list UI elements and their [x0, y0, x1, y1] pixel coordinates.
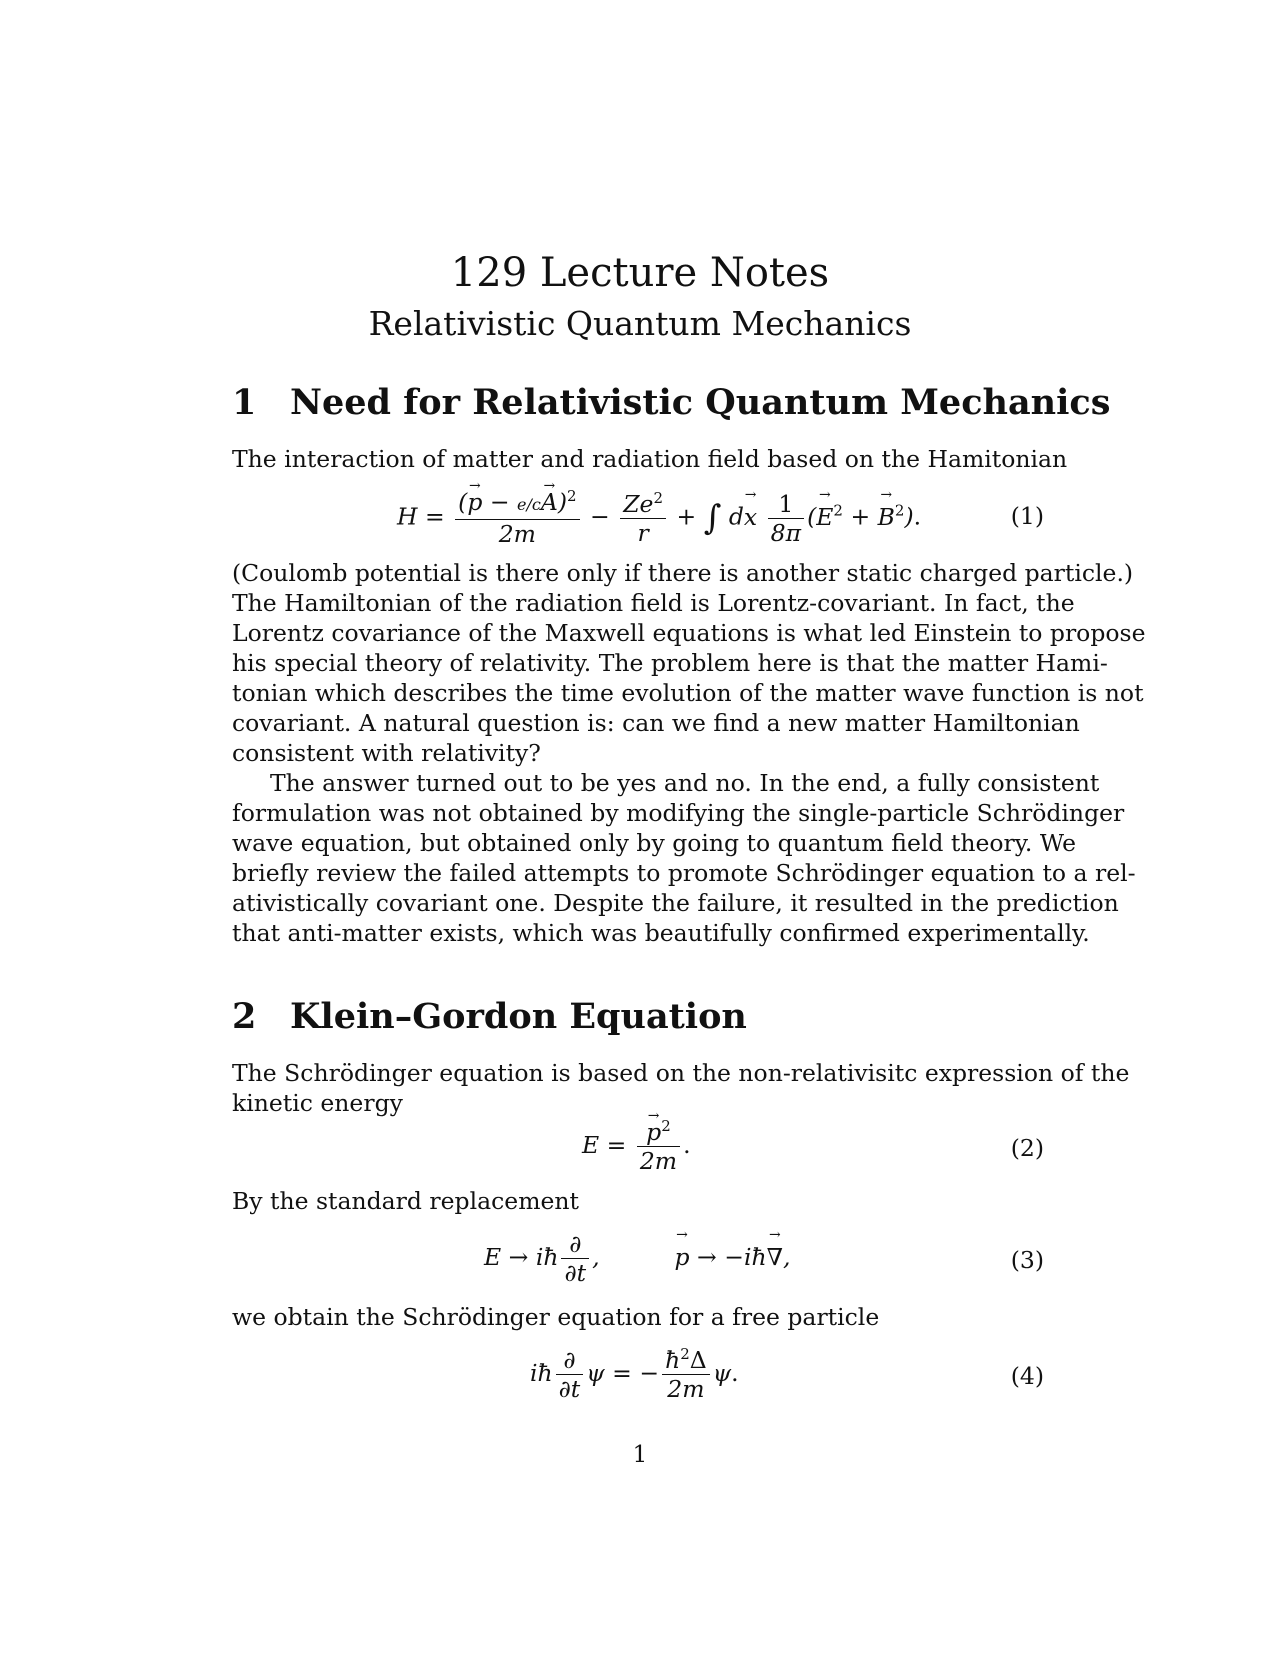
section-2-number: 2 — [232, 996, 257, 1037]
equation-4-number: (4) — [1010, 1362, 1044, 1390]
section-1-heading — [232, 382, 1110, 423]
paragraph-line: briefly review the failed attempts to promote Schrödinger equation to a rel- — [232, 859, 1136, 887]
paragraph-line: we obtain the Schrödinger equation for a free particle — [232, 1303, 880, 1331]
paragraph-line: kinetic energy — [232, 1089, 403, 1117]
paragraph-line: covariant. A natural question is: can we find a new matter Hamiltonian — [232, 709, 1080, 737]
equation-2 — [232, 1118, 1044, 1182]
equation-1 — [232, 488, 1044, 560]
replacement-text — [232, 1186, 1044, 1216]
page-number: 1 — [632, 1442, 648, 1468]
equation-4 — [232, 1346, 1044, 1410]
equation-3-body: E → iħ $\frac{\partial}{\partial t}$ , p → → −iħ∇ →, — [484, 1230, 791, 1287]
section-2-title: Klein–Gordon Equation — [290, 996, 747, 1037]
section-1-title: Need for Relativistic Quantum Mechanics — [290, 382, 1111, 423]
paragraph-line: consistent with relativity? — [232, 739, 541, 767]
paragraph-line: that anti-matter exists, which was beautifully confirmed experimentally. — [232, 919, 1090, 947]
paragraph-line: The answer turned out to be yes and no. In the end, a fully consistent — [270, 769, 1100, 797]
paragraph-line: wave equation, but obtained only by going to quantum field theory. We — [232, 829, 1076, 857]
section-1-number: 1 — [232, 382, 257, 423]
paragraph-line: formulation was not obtained by modifying the single-particle Schrödinger — [232, 799, 1125, 827]
paragraph-line: ativistically covariant one. Despite the failure, it resulted in the prediction — [232, 889, 1119, 917]
document-subtitle: Relativistic Quantum Mechanics — [368, 304, 912, 343]
section-1-paragraph-2 — [232, 768, 1136, 948]
paragraph-line: The Schrödinger equation is based on the non-relativisitc expression of the — [232, 1059, 1130, 1087]
section-2-heading — [232, 996, 747, 1037]
equation-3 — [232, 1230, 1044, 1294]
paragraph-line: By the standard replacement — [232, 1187, 579, 1215]
paragraph-line: (Coulomb potential is there only if there is another static charged particle.) — [232, 559, 1134, 587]
section-2-intro — [232, 1058, 1130, 1118]
section-1-paragraph-1 — [232, 558, 1146, 768]
equation-1-body: H = $\frac{(p \to - e/cA \to)^2}{2m}$ − $\frac{Ze^2}{r}$ + ∫ dx → $\frac{1}{8\pi}$ (E →$^2$ + B →$^2$). — [397, 488, 921, 548]
equation-2-body: E = $\frac{p \to^2}{2m}$ . — [582, 1118, 691, 1175]
equation-4-body: iħ $\frac{\partial}{\partial t}$ ψ = − $\frac{ħ^2\Delta}{2m}$ ψ. — [530, 1345, 739, 1403]
document-title: 129 Lecture Notes — [450, 250, 830, 296]
obtain-text — [232, 1302, 1044, 1332]
section-1-intro — [232, 444, 1068, 474]
equation-1-number: (1) — [1010, 502, 1044, 530]
equation-3-number: (3) — [1010, 1246, 1044, 1274]
intro-line: The interaction of matter and radiation field based on the Hamitonian — [232, 445, 1068, 473]
paragraph-line: The Hamiltonian of the radiation field is Lorentz-covariant. In fact, the — [232, 589, 1075, 617]
equation-2-number: (2) — [1010, 1134, 1044, 1162]
paragraph-line: Lorentz covariance of the Maxwell equations is what led Einstein to propose — [232, 619, 1146, 647]
paragraph-line: tonian which describes the time evolution of the matter wave function is not — [232, 679, 1144, 707]
paragraph-line: his special theory of relativity. The problem here is that the matter Hami- — [232, 649, 1108, 677]
